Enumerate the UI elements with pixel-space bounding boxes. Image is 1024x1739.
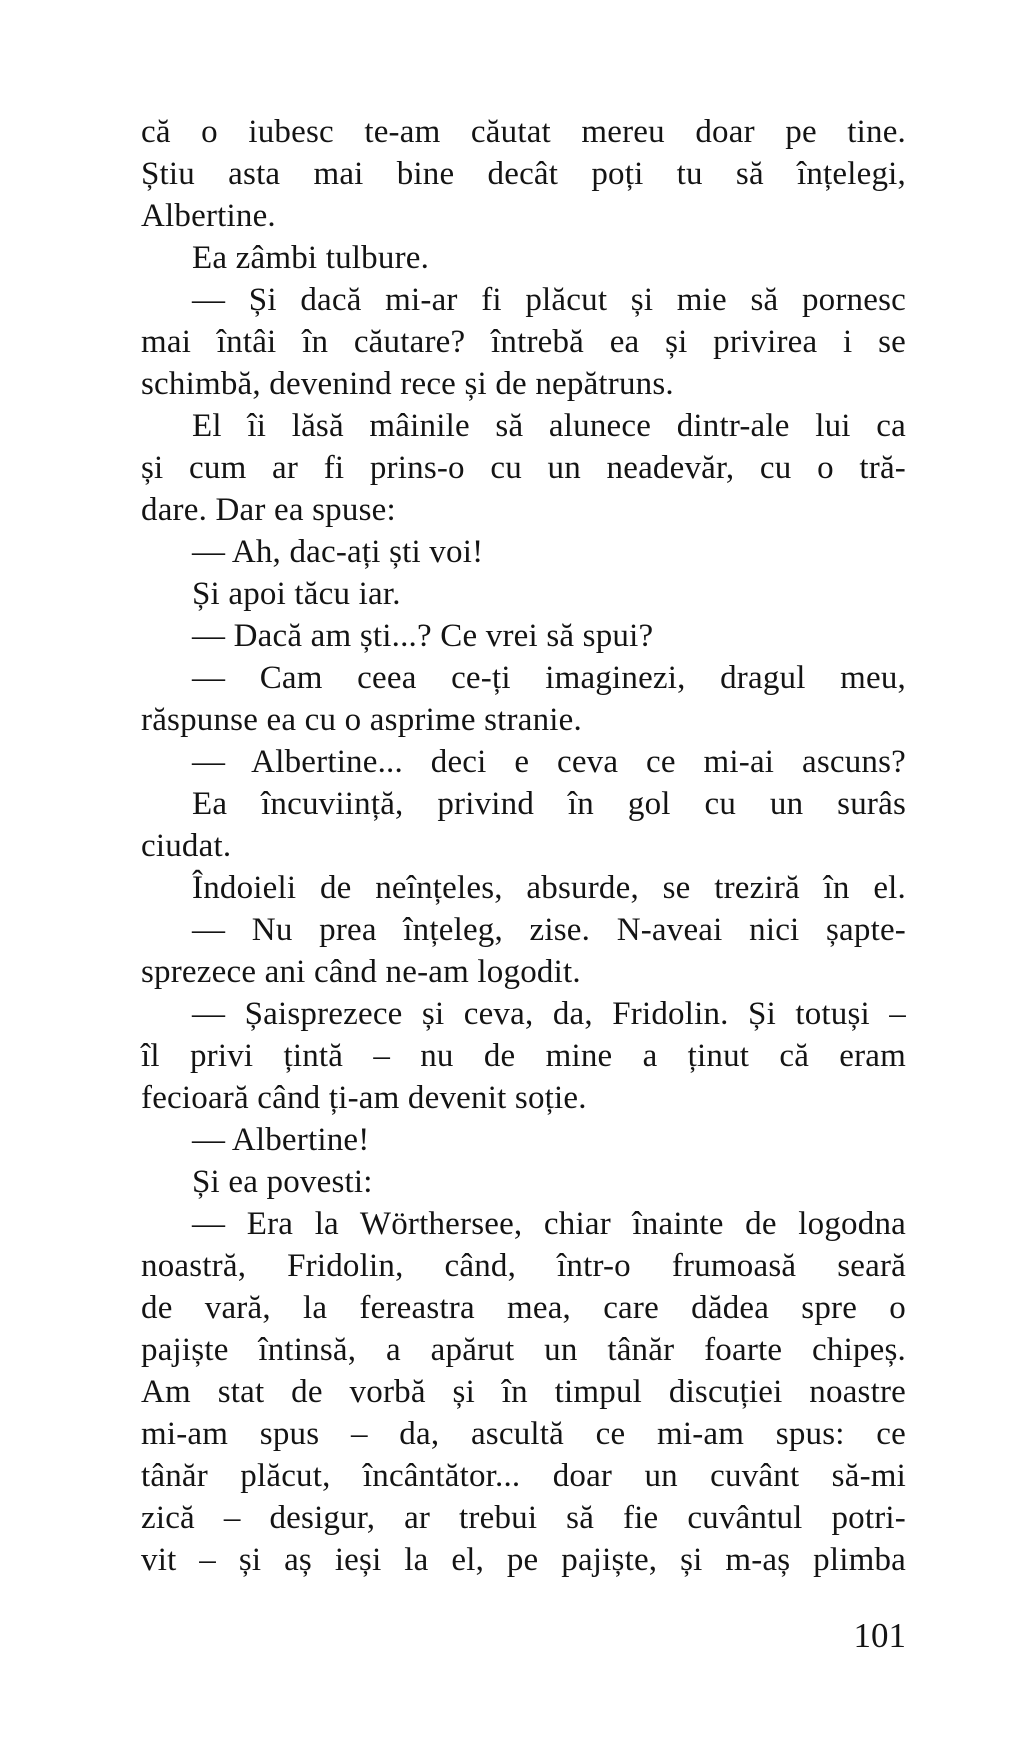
- text-line: Ea zâmbi tulbure.: [192, 240, 430, 276]
- text-line: — Și dacă mi-ar fi plăcut și mie să pornesc: [192, 282, 906, 318]
- text-line: Albertine.: [141, 198, 276, 234]
- text-line: mai întâi în căutare? întrebă ea și privirea i se: [141, 324, 906, 360]
- text-line: zică – desigur, ar trebui să fie cuvântul potri-: [141, 1500, 906, 1536]
- text-line: — Dacă am ști...? Ce vrei să spui?: [192, 618, 654, 654]
- text-line: ciudat.: [141, 828, 232, 864]
- text-line: pajiște întinsă, a apărut un tânăr foarte chipeș.: [141, 1332, 906, 1368]
- text-line: și cum ar fi prins-o cu un neadevăr, cu o tră-: [141, 450, 906, 486]
- text-line: Ea încuviință, privind în gol cu un surâs: [192, 786, 906, 822]
- text-line: dare. Dar ea spuse:: [141, 492, 396, 528]
- text-line: Îndoieli de neînțeles, absurde, se treziră în el.: [192, 870, 906, 906]
- text-line: vit – și aș ieși la el, pe pajiște, și m-aș plimba: [141, 1542, 906, 1578]
- text-line: Am stat de vorbă și în timpul discuției noastre: [141, 1374, 906, 1410]
- text-line: — Cam ceea ce-ți imaginezi, dragul meu,: [192, 660, 906, 696]
- page-number: 101: [853, 1616, 906, 1655]
- text-line: Și ea povesti:: [192, 1164, 373, 1200]
- text-line: răspunse ea cu o asprime stranie.: [141, 702, 582, 738]
- text-line: fecioară când ți-am devenit soție.: [141, 1080, 587, 1116]
- text-line: schimbă, devenind rece și de nepătruns.: [141, 366, 674, 402]
- body-text: [141, 111, 906, 1581]
- text-line: de vară, la fereastra mea, care dădea spre o: [141, 1290, 906, 1326]
- text-line: tânăr plăcut, încântător... doar un cuvânt să-mi: [141, 1458, 906, 1494]
- text-line: — Albertine... deci e ceva ce mi-ai ascuns?: [192, 744, 906, 780]
- text-line: noastră, Fridolin, când, într-o frumoasă seară: [141, 1248, 906, 1284]
- text-line: Știu asta mai bine decât poți tu să înțelegi,: [141, 156, 906, 192]
- text-line: mi-am spus – da, ascultă ce mi-am spus: ce: [141, 1416, 906, 1452]
- text-line: — Nu prea înțeleg, zise. N-aveai nici șapte-: [192, 912, 906, 948]
- text-line: — Ah, dac-ați ști voi!: [192, 534, 484, 570]
- text-line: sprezece ani când ne-am logodit.: [141, 954, 581, 990]
- text-line: El îi lăsă mâinile să alunece dintr-ale lui ca: [192, 408, 906, 444]
- text-line: — Șaisprezece și ceva, da, Fridolin. Și totuși –: [192, 996, 906, 1032]
- text-line: — Albertine!: [192, 1122, 370, 1158]
- text-line: că o iubesc te-am căutat mereu doar pe tine.: [141, 114, 906, 150]
- text-line: Și apoi tăcu iar.: [192, 576, 401, 612]
- text-line: îl privi țintă – nu de mine a ținut că eram: [141, 1038, 906, 1074]
- text-line: — Era la Wörthersee, chiar înainte de logodna: [192, 1206, 906, 1242]
